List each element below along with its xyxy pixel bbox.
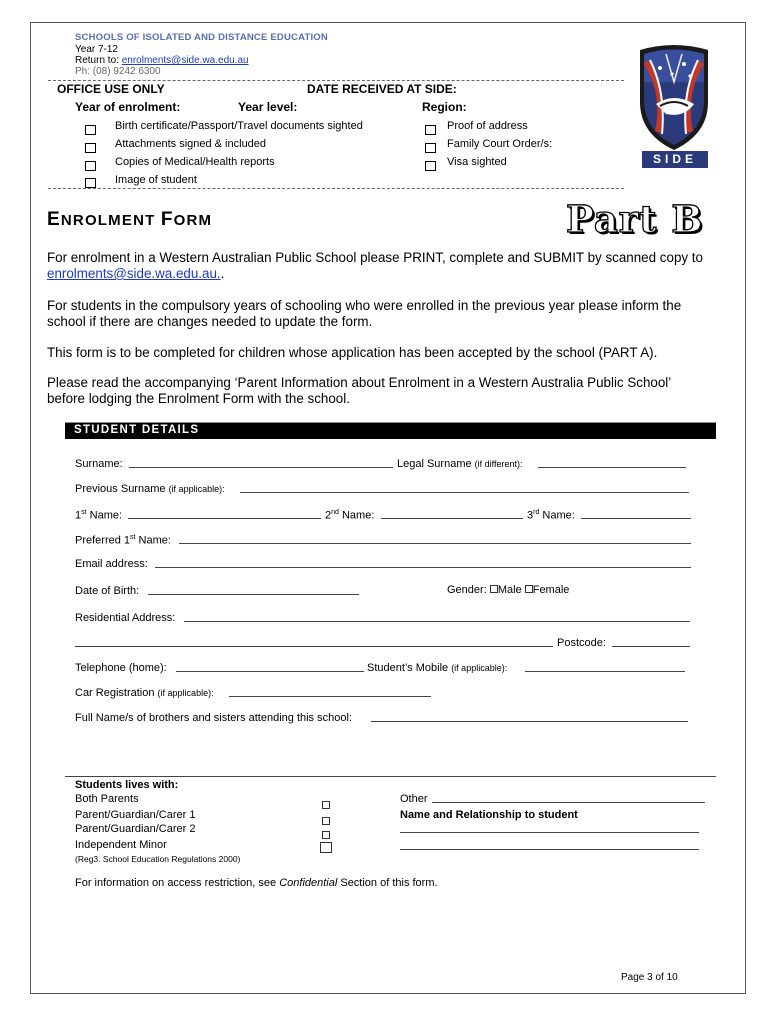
student-details-title: STUDENT DETAILS [74, 424, 200, 436]
office-checkbox[interactable] [85, 174, 96, 192]
return-line [75, 55, 249, 66]
office-title: OFFICE USE ONLY [57, 82, 165, 96]
intro-paragraph-4: Please read the accompanying ‘Parent Information about Enrolment in a Western Australia Public School’ before lodging the Enrolment Form with the school. [47, 375, 671, 406]
page-number: Page 3 of 10 [621, 972, 678, 983]
male-checkbox[interactable] [490, 585, 498, 593]
date-received-label: DATE RECEIVED AT SIDE: [307, 82, 457, 96]
region-label: Region: [422, 100, 467, 114]
surname-label: Surname: [75, 458, 123, 470]
student-mobile-label: Student’s Mobile (if applicable): [367, 662, 508, 674]
side-logo-text: SIDE [642, 151, 708, 168]
lives-with-option: Parent/Guardian/Carer 2 [75, 823, 196, 835]
office-checkbox[interactable] [85, 121, 96, 139]
car-registration-input[interactable] [229, 696, 431, 697]
legal-surname-input[interactable] [538, 467, 686, 468]
other-label: Other [400, 793, 428, 805]
name-relationship-input-1[interactable] [400, 832, 699, 833]
year-range: Year 7-12 [75, 44, 118, 55]
email-label: Email address: [75, 558, 148, 570]
previous-surname-input[interactable] [240, 492, 689, 493]
office-item-label: Image of student [115, 174, 197, 186]
dob-label: Date of Birth: [75, 585, 140, 597]
siblings-label: Full Name/s of brothers and sisters attending this school: [75, 712, 352, 724]
postcode-input[interactable] [612, 646, 690, 647]
telephone-home-label: Telephone (home): [75, 662, 167, 674]
office-item-label: Proof of address [447, 120, 528, 132]
intro-paragraph-2: For students in the compulsory years of schooling who were enrolled in the previous year please inform the school if there are changes needed to update the form. [47, 298, 682, 329]
siblings-input[interactable] [371, 721, 688, 722]
office-use-box [48, 80, 624, 189]
office-checkbox[interactable] [425, 121, 436, 139]
section-divider [65, 776, 716, 777]
office-checkbox[interactable] [85, 139, 96, 157]
office-checkbox[interactable] [85, 157, 96, 175]
org-title: SCHOOLS OF ISOLATED AND DISTANCE EDUCATION [75, 32, 328, 43]
return-email-link[interactable]: enrolments@side.wa.edu.au [121, 55, 249, 66]
office-item-label: Visa sighted [447, 156, 507, 168]
lives-with-option: Independent Minor [75, 839, 167, 851]
third-name-input[interactable] [581, 518, 691, 519]
form-title: ENROLMENT FORM [47, 209, 213, 230]
third-name-label: 3rd Name: [527, 509, 575, 522]
lives-with-option: Parent/Guardian/Carer 1 [75, 809, 196, 821]
car-registration-label: Car Registration (if applicable): [75, 687, 214, 699]
part-b-title: Part B [566, 197, 704, 241]
office-item-label: Attachments signed & included [115, 138, 267, 150]
intro-paragraph-1: For enrolment in a Western Australian Public School please PRINT, complete and SUBMIT by scanned copy to enrolments@side.wa.edu.au.. [47, 250, 703, 281]
year-level-label: Year level: [238, 100, 298, 114]
lives-with-option: Both Parents [75, 793, 139, 805]
return-label: Return to: [75, 55, 122, 66]
office-item-label: Copies of Medical/Health reports [115, 156, 275, 168]
residential-address-input[interactable] [184, 621, 690, 622]
female-checkbox[interactable] [525, 585, 533, 593]
gender-group: Gender: Male Female [447, 584, 570, 596]
postcode-label: Postcode: [557, 637, 606, 649]
preferred-name-input[interactable] [179, 543, 691, 544]
surname-input[interactable] [129, 467, 393, 468]
residential-address-label: Residential Address: [75, 612, 176, 624]
office-item-label: Birth certificate/Passport/Travel documents sighted [115, 120, 363, 132]
legal-surname-label: Legal Surname (if different): [397, 458, 523, 470]
student-details-bar [65, 422, 716, 439]
name-relationship-input-2[interactable] [400, 849, 699, 850]
second-name-input[interactable] [381, 518, 523, 519]
intro-paragraph-3: This form is to be completed for children whose application has been accepted by the school (PART A). [47, 345, 658, 360]
regulation-note: (Reg3. School Education Regulations 2000) [75, 854, 241, 864]
telephone-home-input[interactable] [176, 671, 364, 672]
email-input[interactable] [155, 567, 691, 568]
previous-surname-label: Previous Surname (if applicable): [75, 483, 225, 495]
dob-input[interactable] [148, 594, 359, 595]
lives-with-title: Students lives with: [75, 779, 179, 791]
first-name-input[interactable] [128, 518, 321, 519]
name-relationship-label: Name and Relationship to student [400, 809, 578, 821]
enrolments-email-link[interactable]: enrolments@side.wa.edu.au. [47, 266, 221, 281]
other-input[interactable] [432, 802, 705, 803]
office-checkbox[interactable] [425, 157, 436, 175]
independent-minor-checkbox[interactable] [320, 840, 332, 858]
first-name-label: 1st Name: [75, 509, 123, 522]
second-name-label: 2nd Name: [325, 509, 375, 522]
office-checkbox[interactable] [425, 139, 436, 157]
phone: Ph: (08) 9242 6300 [75, 66, 161, 77]
side-logo [636, 42, 712, 172]
access-restriction-note: For information on access restriction, see Confidential Section of this form. [75, 877, 438, 889]
residential-address-line-2[interactable] [75, 646, 553, 647]
office-item-label: Family Court Order/s: [447, 138, 553, 150]
student-mobile-input[interactable] [525, 671, 685, 672]
year-enrolment-label: Year of enrolment: [75, 100, 181, 114]
preferred-name-label: Preferred 1st Name: [75, 534, 171, 547]
